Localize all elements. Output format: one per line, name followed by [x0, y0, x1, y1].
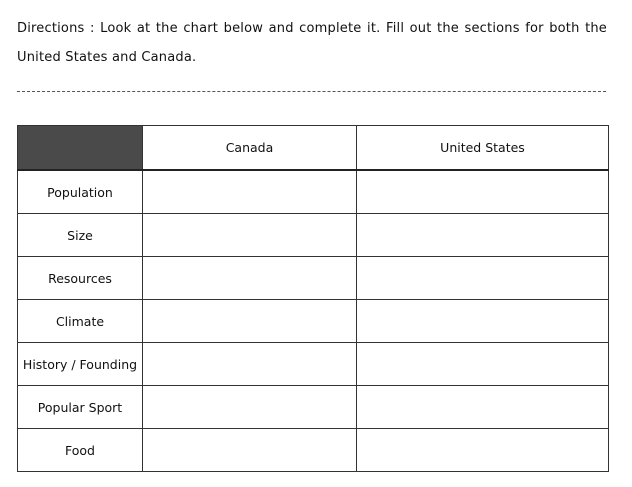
cell-united-states-history-founding[interactable] [357, 343, 609, 386]
header-corner-cell [18, 126, 143, 171]
table-row [18, 429, 609, 472]
row-label-food: Food [18, 429, 143, 472]
cell-canada-history-founding[interactable] [143, 343, 357, 386]
cell-canada-food[interactable] [143, 429, 357, 472]
cell-united-states-resources[interactable] [357, 257, 609, 300]
directions-text: Directions : Look at the chart below and complete it. Fill out the sections for both the United States and Canada. [17, 21, 607, 65]
header-united-states: United States [357, 126, 609, 171]
table-row [18, 300, 609, 343]
cell-canada-size[interactable] [143, 214, 357, 257]
table-row [18, 214, 609, 257]
cell-united-states-popular-sport[interactable] [357, 386, 609, 429]
cell-united-states-population[interactable] [357, 170, 609, 214]
comparison-table [17, 125, 609, 472]
cell-canada-resources[interactable] [143, 257, 357, 300]
cell-canada-population[interactable] [143, 170, 357, 214]
table-row [18, 257, 609, 300]
cell-united-states-climate[interactable] [357, 300, 609, 343]
table-row [18, 343, 609, 386]
cell-united-states-size[interactable] [357, 214, 609, 257]
row-label-population: Population [18, 170, 143, 214]
table-header-row [18, 126, 609, 171]
cell-united-states-food[interactable] [357, 429, 609, 472]
header-canada: Canada [143, 126, 357, 171]
row-label-popular-sport: Popular Sport [18, 386, 143, 429]
row-label-size: Size [18, 214, 143, 257]
table-row [18, 170, 609, 214]
row-label-climate: Climate [18, 300, 143, 343]
dashed-divider [17, 91, 606, 92]
cell-canada-climate[interactable] [143, 300, 357, 343]
cell-canada-popular-sport[interactable] [143, 386, 357, 429]
table-row [18, 386, 609, 429]
row-label-history-founding: History / Founding [18, 343, 143, 386]
row-label-resources: Resources [18, 257, 143, 300]
